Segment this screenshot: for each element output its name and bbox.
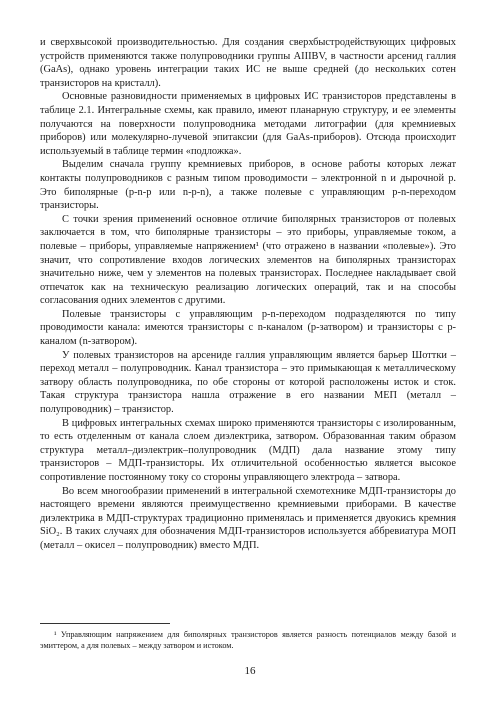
footnote: ¹ Управляющим напряжением для биполярных транзисторов является разность потенциалов между базой и эмиттером, а для полевых – между затвором и истоком.: [40, 630, 456, 650]
paragraph-2: Основные разновидности применяемых в цифровых ИС транзисторов представлены в таблице 2.1. Интегральные схемы, как правило, имеют планарную структуру, и ее элементы получаются на поверхности полупроводника методами литографии (для кремниевых приборов) или молекулярно-лучевой эпитаксии (для GaAs-приборов). Отсюда происходит используемый в таблице термин «подложка».: [40, 91, 456, 157]
paragraph-1: и сверхвысокой производительностью. Для создания сверхбыстродействующих цифровых устройств применяются также полупроводники группы AIIIBV, в частности арсенид галлия (GaAs), однако уровень интеграции таких ИС не выше средней (до нескольких сотен транзисторов на кристалл).: [40, 37, 456, 89]
paragraph-4: С точки зрения применений основное отличие биполярных транзисторов от полевых заключается в том, что биполярные транзисторы – это приборы, управляемые током, а полевые – приборы, управляемые напряжением¹ (что отражено в названии «полевые»). Это значит, что сопротивление входов логических элементов на биполярных транзисторах значительно ниже, чем у элементов на полевых транзисторах. Последнее накладывает свой отпечаток как на техническую реализацию логических операций, так и на способы согласования одних элементов с другими.: [40, 213, 456, 307]
paragraph-8: Во всем многообразии применений в интегральной схемотехнике МДП-транзисторы до настоящего времени являются преимущественно кремниевыми приборами. В качестве диэлектрика в МДП-структурах традиционно применялась и применяется двуокись кремния SiO₂. В таких случаях для обозначения МДП-транзисторов используется аббревиатура МОП (металл – окисел – полупроводник) вместо МДП.: [40, 485, 456, 551]
footnote-divider: [40, 623, 170, 624]
page-number: 16: [244, 665, 256, 677]
paragraph-6: У полевых транзисторов на арсениде галлия управляющим является барьер Шоттки – переход металл – полупроводник. Канал транзистора – это примыкающая к металлическому затвору область полупроводника, по обе стороны от которой расположены исток и сток. Такая структура транзистора нашла отражение в его названии МЕП (металл – полупроводник) – транзистор.: [40, 349, 456, 416]
paragraph-3: Выделим сначала группу кремниевых приборов, в основе работы которых лежат контакты полупроводников с разным типом проводимости – электронной n и дырочной p. Это биполярные (p-n-p или n-p-n), а также полевые с управляющим p-n-переходом транзисторы.: [40, 159, 456, 212]
body-text: [40, 36, 456, 553]
paragraph-5: Полевые транзисторы с управляющим p-n-переходом подразделяются по типу проводимости канала: имеются транзисторы с n-каналом (p-затвором) и транзисторы с p-каналом (n-затвором).: [40, 308, 456, 348]
paragraph-7: В цифровых интегральных схемах широко применяются транзисторы с изолированным, то есть отделенным от канала слоем диэлектрика, затвором. Образованная таким образом структура металл–диэлектрик–полупроводник (МДП) дала название этому типу транзисторов – МДП-транзисторы. Их отличительной особенностью является высокое сопротивление постоянному току со стороны управляющего электрода – затвора.: [40, 417, 456, 483]
